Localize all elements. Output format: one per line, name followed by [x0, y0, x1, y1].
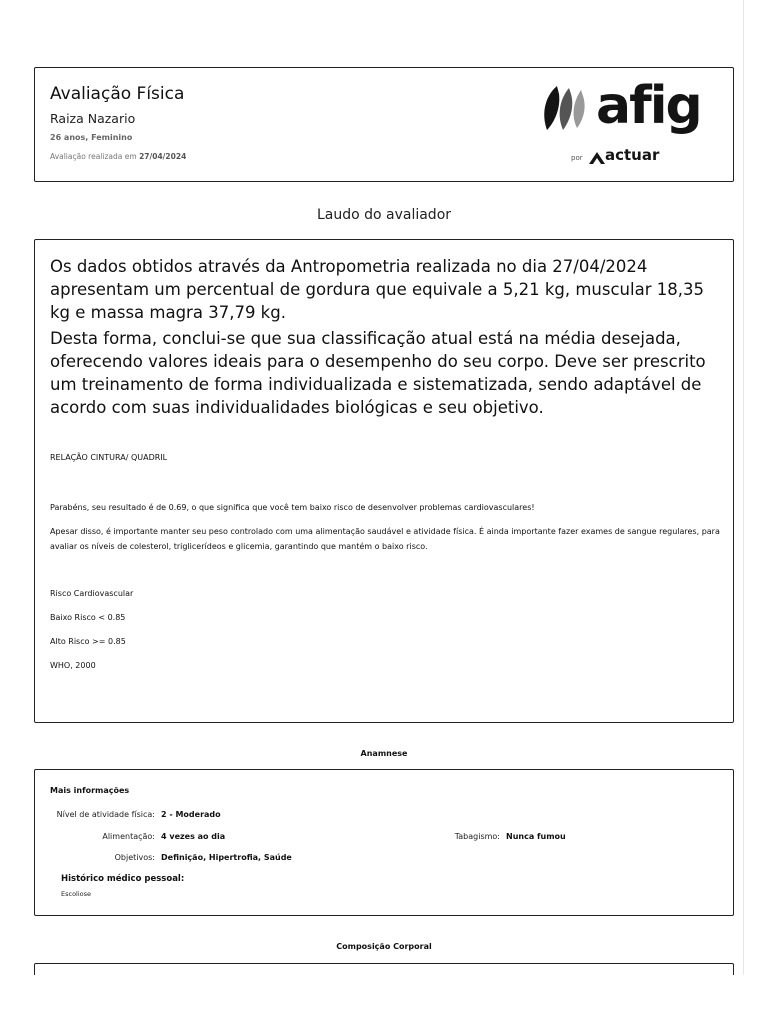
client-age-gender: 26 anos, Feminino	[50, 133, 133, 142]
composicao-title: Composição Corporal	[336, 942, 432, 951]
goals-value: Definição, Hipertrofia, Saúde	[161, 853, 292, 862]
anamnese-title: Anamnese	[360, 749, 408, 758]
page-bottom-margin	[0, 975, 768, 1024]
rcq-heading: RELAÇÃO CINTURA/ QUADRIL	[50, 453, 168, 462]
report-title: Avaliação Física	[50, 84, 185, 104]
history-label: Histórico médico pessoal:	[61, 874, 185, 884]
afig-logo-text: afig	[596, 76, 701, 136]
client-name: Raiza Nazario	[50, 111, 136, 126]
risk-title: Risco Cardiovascular	[50, 589, 134, 598]
evaluation-date-prefix: Avaliação realizada em	[50, 152, 137, 161]
page-edge	[743, 0, 744, 975]
actuar-logo-text: actuar	[605, 146, 660, 164]
evaluation-date	[50, 152, 186, 161]
laudo-card	[34, 239, 734, 723]
header-card	[34, 67, 734, 182]
activity-value: 2 - Moderado	[161, 810, 221, 819]
goals-label: Objetivos:	[114, 853, 155, 862]
laudo-text	[50, 255, 720, 422]
activity-label: Nível de atividade física:	[56, 810, 155, 819]
anamnese-card	[34, 769, 734, 916]
more-info-heading: Mais informações	[50, 786, 130, 795]
laudo-paragraph-1: Os dados obtidos através da Antropometria realizada no dia 27/04/2024 apresentam um percentual de gordura que equivale a 5,21 kg, muscular 18,35 kg e massa magra 37,79 kg.	[50, 257, 704, 322]
food-label: Alimentação:	[102, 832, 155, 841]
evaluation-date-value: 27/04/2024	[139, 152, 187, 161]
risk-source: WHO, 2000	[50, 661, 96, 670]
smoking-label: Tabagismo:	[454, 832, 500, 841]
history-value: Escoliose	[61, 890, 92, 898]
rcq-advice: Apesar disso, é importante manter seu peso controlado com uma alimentação saudável e atividade física. É ainda importante fazer exames de sangue regulares, para avaliar os níveis de colesterol, triglicerídeos e glicemia, garantindo que mantém o baixo risco.	[50, 527, 720, 551]
smoking-value: Nunca fumou	[506, 832, 566, 841]
por-label: por	[571, 154, 583, 162]
food-value: 4 vezes ao dia	[161, 832, 226, 841]
high-risk: Alto Risco >= 0.85	[50, 637, 126, 646]
rcq-congrats: Parabéns, seu resultado é de 0.69, o que significa que você tem baixo risco de desenvolver problemas cardiovasculares!	[50, 503, 535, 512]
laudo-title: Laudo do avaliador	[316, 207, 452, 223]
low-risk: Baixo Risco < 0.85	[50, 613, 126, 622]
laudo-paragraph-2: Desta forma, conclui-se que sua classificação atual está na média desejada, oferecendo valores ideais para o desempenho do seu corpo. Deve ser prescrito um treinamento de forma individualizada e sistematizada, sendo adaptável de acordo com suas individualidades biológicas e seu objetivo.	[50, 329, 706, 417]
